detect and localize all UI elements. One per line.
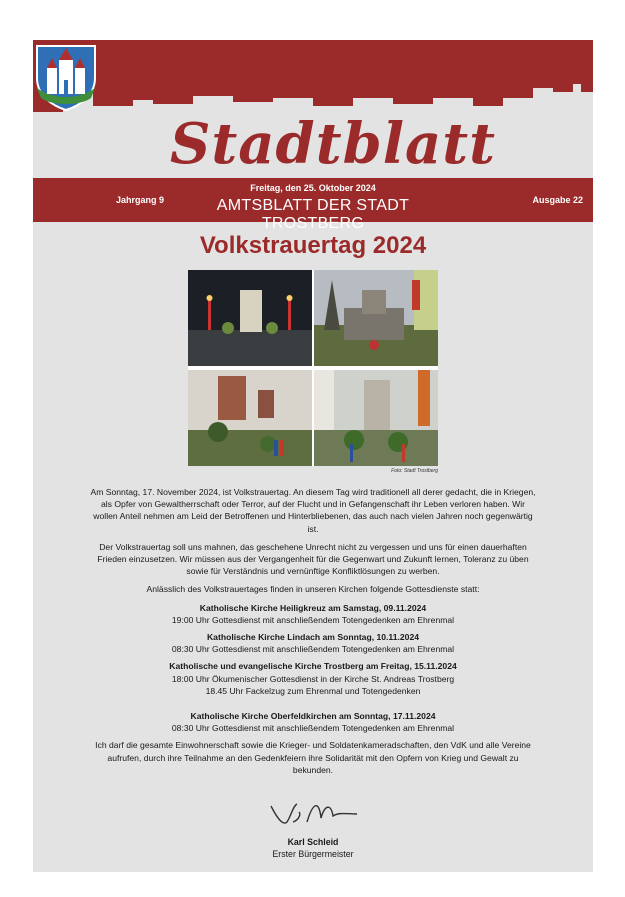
signer-name: Karl Schleid — [287, 837, 339, 847]
wreaths-memorial-photo — [314, 370, 438, 466]
memorial-night-photo — [188, 270, 312, 366]
masthead — [33, 40, 593, 232]
article-body — [88, 486, 538, 782]
service-item — [88, 631, 538, 655]
article-headline: Volkstrauertag 2024 — [199, 232, 427, 259]
paragraph-intro: Am Sonntag, 17. November 2024, ist Volkstrauertag. An diesem Tag wird traditionell all derer gedacht, die in Kriegen, als Opfer von Gewaltherrschaft oder Terror, auf der Flucht und in Gefangenschaft ihr Leben verloren haben. Wir wollen Anteil nehmen am Leid der Betroffenen und Hinterbliebenen, das auch nach vielen Jahren noch gegenwärtig ist. — [90, 487, 536, 534]
service-title: Katholische und evangelische Kirche Trostberg am Freitag, 15.11.2024 — [169, 661, 457, 672]
service-title: Katholische Kirche Oberfeldkirchen am Sonntag, 17.11.2024 — [190, 711, 436, 722]
service-item — [88, 660, 538, 697]
signature-image — [263, 792, 363, 836]
services-intro: Anlässlich des Volkstrauertages finden in unseren Kirchen folgende Gottesdienste statt: — [146, 584, 480, 595]
photo-credit: Foto: Stadt Trostberg — [391, 468, 438, 474]
signature-block — [33, 836, 593, 860]
newsletter-page — [33, 40, 593, 872]
issue-number: Ausgabe 22 — [532, 195, 583, 205]
service-detail: 08:30 Uhr Gottesdienst mit anschließendem Totengedenken am Ehrenmal — [171, 723, 455, 734]
service-item — [88, 710, 538, 734]
signer-role: Erster Bürgermeister — [272, 849, 354, 859]
church-wall-memorial-photo — [188, 370, 312, 466]
photo-collage — [188, 270, 438, 466]
service-item — [88, 602, 538, 626]
service-detail: 18:00 Uhr Ökumenischer Gottesdienst in der Kirche St. Andreas Trostberg — [171, 673, 455, 684]
masthead-title: Stadtblatt — [169, 111, 497, 177]
service-detail: 08:30 Uhr Gottesdienst mit anschließendem Totengedenken am Ehrenmal — [171, 644, 455, 655]
masthead-subtitle: AMTSBLATT DER STADT TROSTBERG — [216, 197, 410, 232]
service-detail: 19:00 Uhr Gottesdienst mit anschließendem Totengedenken am Ehrenmal — [171, 614, 455, 625]
town-crest-icon — [33, 40, 99, 112]
paragraph-closing: Ich darf die gesamte Einwohnerschaft sowie die Krieger- und Soldatenkameradschaften, den VdK und alle Vereine aufrufen, durch ihre Teilnahme an den Gedenkfeiern ihre Solidarität mit den Opfern von Krieg und Gewalt zu bekunden. — [95, 740, 531, 775]
volume-label: Jahrgang 9 — [116, 195, 165, 205]
paragraph-mission: Der Volkstrauertag soll uns mahnen, das geschehene Unrecht nicht zu vergessen und uns für einen dauerhaften Frieden einzusetzen. Wir müssen aus der Vergangenheit für die Gegenwart und Zukunft lernen, Toleranz zu üben sowie für Verständnis und vernünftige Konfliktlösungen zu werben. — [97, 541, 529, 577]
service-detail: 18.45 Uhr Fackelzug zum Ehrenmal und Totengedenken — [205, 685, 421, 696]
memorial-park-photo — [314, 270, 438, 366]
issue-date: Freitag, den 25. Oktober 2024 — [250, 183, 376, 193]
service-title: Katholische Kirche Heiligkreuz am Samstag, 09.11.2024 — [199, 602, 427, 613]
service-title: Katholische Kirche Lindach am Sonntag, 10.11.2024 — [206, 632, 420, 643]
